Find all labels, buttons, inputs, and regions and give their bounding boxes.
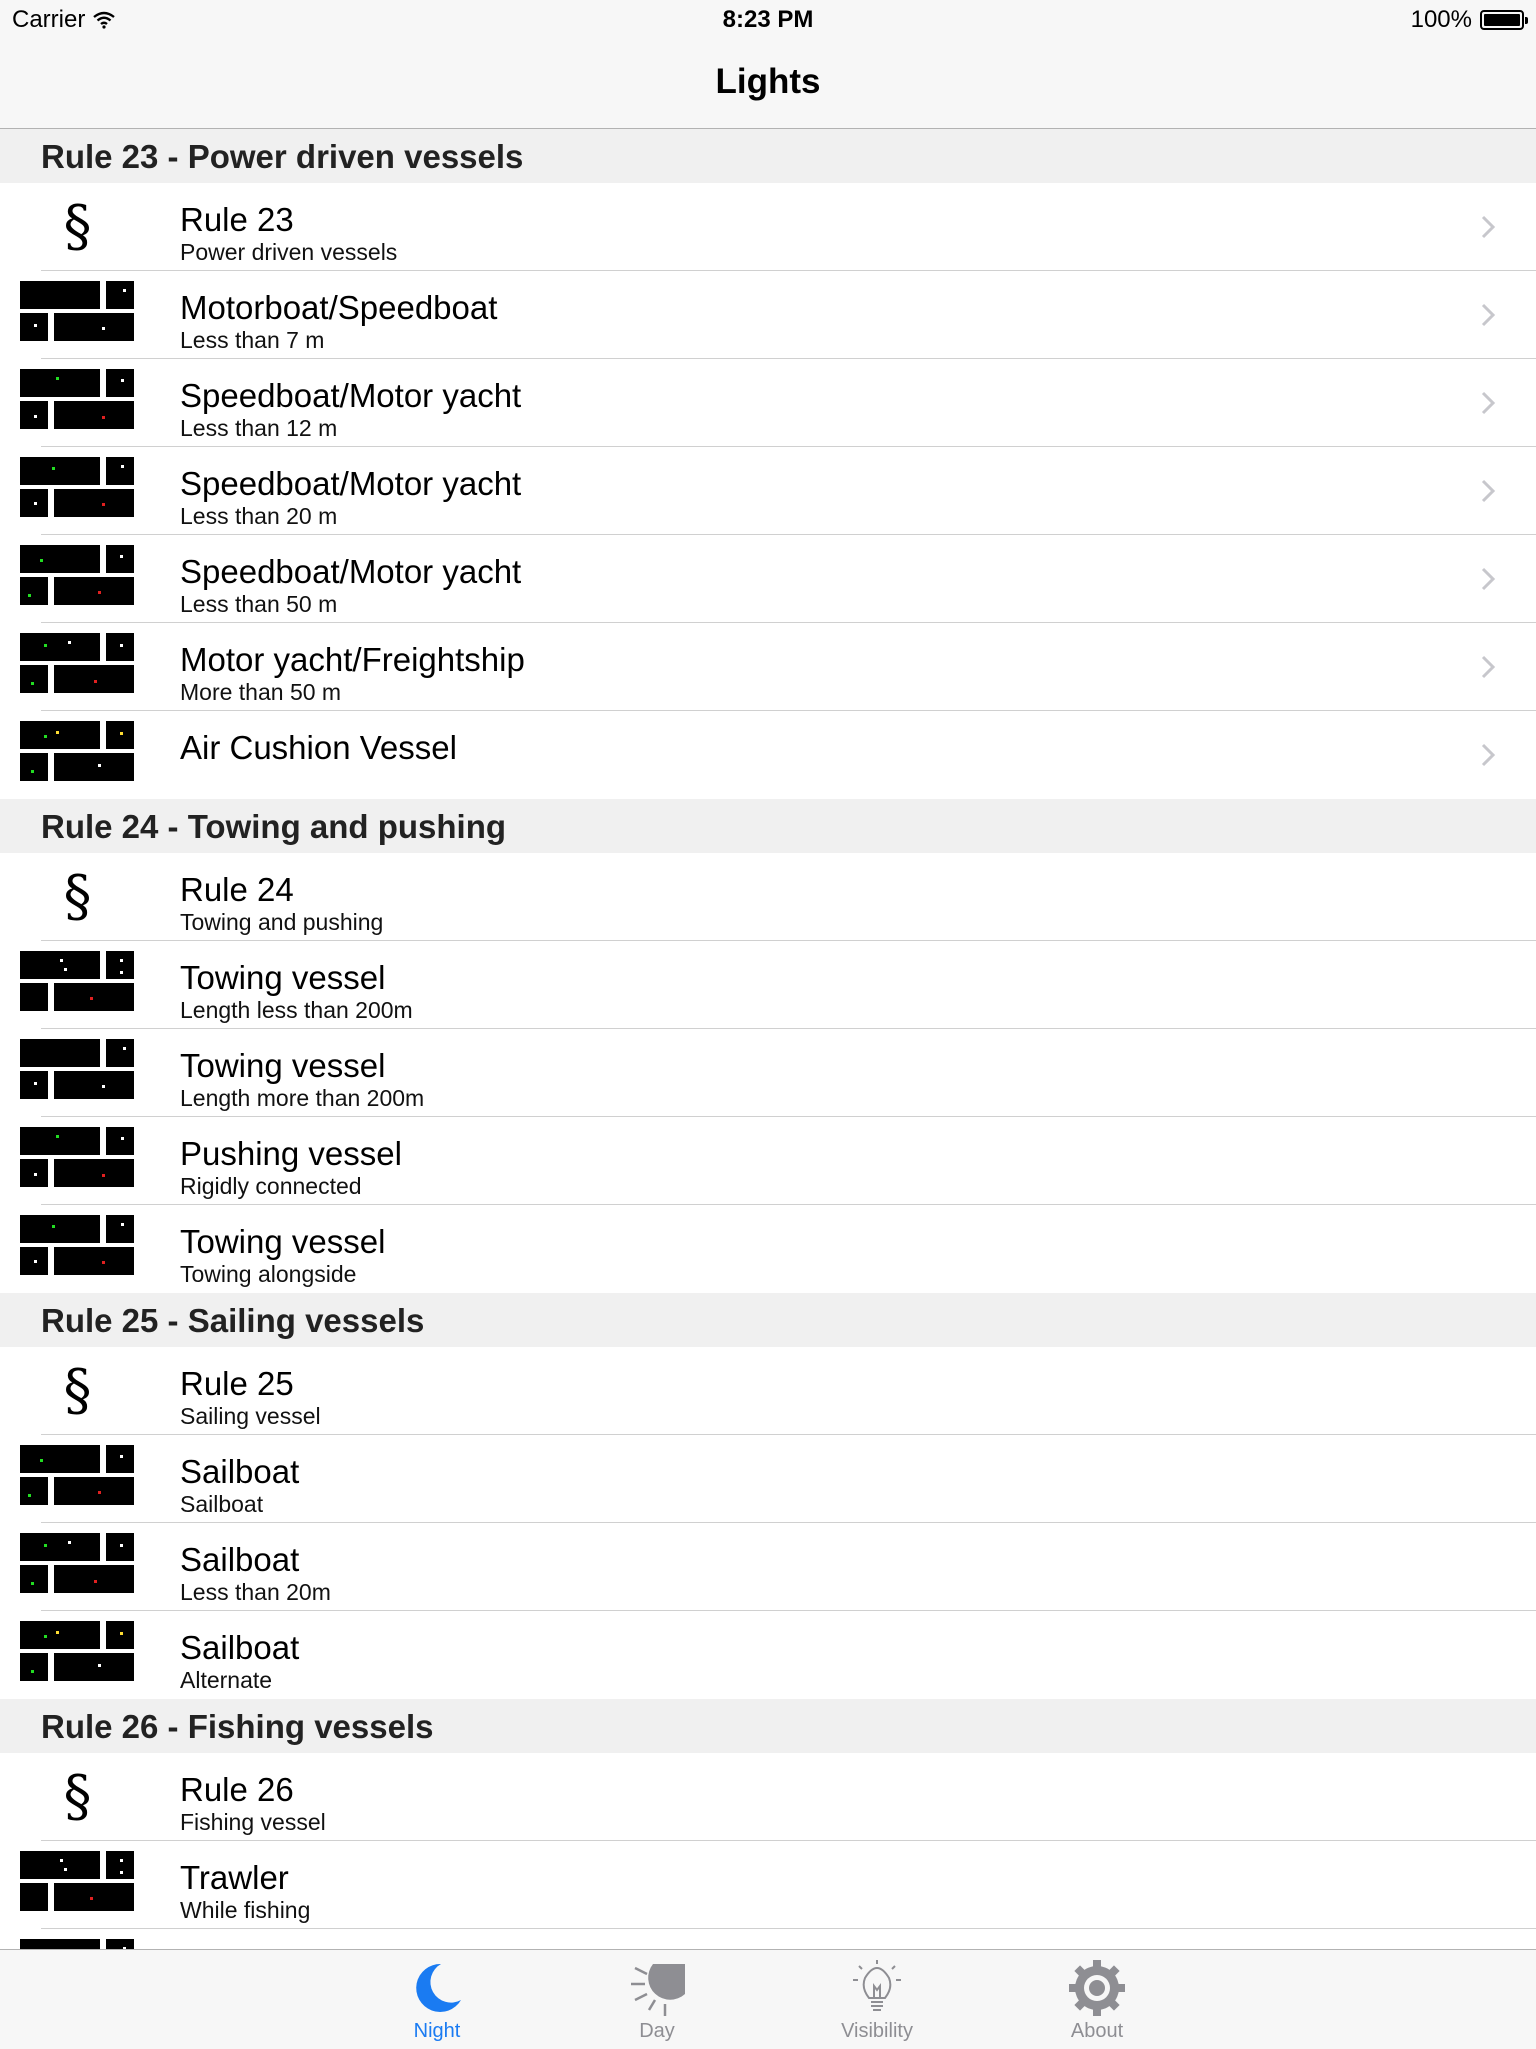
section-header: Rule 24 - Towing and pushing — [0, 799, 1536, 853]
list-item[interactable] — [0, 1029, 1536, 1117]
vessel-view-panel — [54, 1653, 134, 1681]
section-header: Rule 26 - Fishing vessels — [0, 1699, 1536, 1753]
tab-visibility[interactable] — [777, 1950, 977, 2049]
navigation-light — [56, 1631, 59, 1634]
tab-about[interactable] — [997, 1950, 1197, 2049]
battery-icon — [1480, 10, 1524, 30]
vessel-view-panel — [106, 1533, 134, 1561]
row-title: Pushing vessel — [180, 1135, 402, 1172]
navigation-light — [90, 997, 93, 1000]
moon-icon — [407, 1958, 467, 2018]
vessel-view-panel — [54, 753, 134, 781]
navigation-light — [120, 959, 123, 962]
row-subtitle: Sailboat — [180, 1491, 264, 1517]
vessel-view-panel — [20, 1653, 48, 1681]
chevron-right-icon — [1474, 301, 1502, 329]
navigation-light — [52, 1225, 55, 1228]
row-subtitle: Towing alongside — [180, 1261, 357, 1287]
tab-day-label: Day — [639, 2020, 675, 2042]
paragraph-icon: § — [63, 194, 92, 259]
paragraph-icon: § — [63, 1764, 92, 1829]
vessel-view-panel — [20, 1565, 48, 1593]
list-item[interactable] — [0, 711, 1536, 799]
vessel-view-panel — [54, 1565, 134, 1593]
row-subtitle: Towing and pushing — [180, 909, 384, 935]
vessel-view-panel — [20, 951, 100, 979]
lights-list[interactable] — [0, 129, 1536, 1949]
vessel-view-panel — [20, 633, 100, 661]
row-subtitle: Less than 12 m — [180, 415, 338, 441]
list-item[interactable] — [0, 1523, 1536, 1611]
row-subtitle: Fishing vessel — [180, 1809, 326, 1835]
navigation-light — [120, 1859, 123, 1862]
navigation-light — [98, 591, 101, 594]
vessel-view-panel — [106, 633, 134, 661]
navigation-light — [102, 327, 105, 330]
list-item[interactable] — [0, 1753, 1536, 1841]
row-title: Sailboat — [180, 1541, 300, 1578]
navigation-light — [60, 1859, 63, 1862]
vessel-lights-icon — [20, 1445, 135, 1513]
vessel-view-panel — [20, 1533, 100, 1561]
vessel-lights-icon — [20, 1127, 135, 1195]
navigation-light — [120, 555, 123, 558]
vessel-view-panel — [20, 1039, 100, 1067]
navigation-bar — [0, 40, 1536, 129]
lightbulb-icon — [847, 1958, 907, 2018]
chevron-right-icon — [1474, 653, 1502, 681]
navigation-light — [68, 641, 71, 644]
tab-bar — [0, 1949, 1536, 2049]
navigation-light — [102, 416, 105, 419]
row-subtitle: Less than 20m — [180, 1579, 331, 1605]
vessel-lights-icon — [20, 545, 135, 613]
vessel-lights-icon — [20, 281, 135, 349]
navigation-light — [120, 1632, 123, 1635]
vessel-view-panel — [54, 1159, 134, 1187]
navigation-light — [60, 959, 63, 962]
tab-night[interactable] — [337, 1950, 537, 2049]
navigation-light — [44, 1635, 47, 1638]
navigation-light — [120, 1544, 123, 1547]
vessel-lights-icon — [20, 1533, 135, 1601]
row-subtitle: Less than 7 m — [180, 327, 325, 353]
vessel-view-panel — [20, 369, 100, 397]
vessel-view-panel — [106, 1215, 134, 1243]
list-item[interactable] — [0, 1841, 1536, 1929]
sun-icon — [627, 1958, 687, 2018]
vessel-view-panel — [106, 545, 134, 573]
navigation-light — [34, 324, 37, 327]
list-item[interactable] — [0, 941, 1536, 1029]
vessel-lights-icon — [20, 1939, 135, 1949]
vessel-view-panel — [106, 281, 134, 309]
navigation-light — [102, 1085, 105, 1088]
navigation-light — [34, 415, 37, 418]
row-subtitle: Rigidly connected — [180, 1173, 362, 1199]
row-subtitle: Less than 50 m — [180, 591, 338, 617]
vessel-view-panel — [54, 1477, 134, 1505]
vessel-view-panel — [106, 369, 134, 397]
vessel-view-panel — [106, 457, 134, 485]
clock: 8:23 PM — [722, 6, 814, 33]
navigation-light — [31, 770, 34, 773]
vessel-view-panel — [20, 1883, 48, 1911]
vessel-view-panel — [106, 1127, 134, 1155]
vessel-lights-icon — [20, 1621, 135, 1689]
carrier-label: Carrier — [12, 6, 86, 33]
row-title: Motorboat/Speedboat — [180, 289, 498, 326]
vessel-view-panel — [54, 313, 134, 341]
section-header: Rule 23 - Power driven vessels — [0, 129, 1536, 183]
vessel-view-panel — [106, 1851, 134, 1879]
list-item[interactable] — [0, 623, 1536, 711]
navigation-light — [90, 1897, 93, 1900]
list-item[interactable] — [0, 1117, 1536, 1205]
navigation-light — [68, 1541, 71, 1544]
navigation-light — [34, 1082, 37, 1085]
navigation-light — [28, 1494, 31, 1497]
list-item[interactable] — [0, 1611, 1536, 1699]
vessel-view-panel — [20, 281, 100, 309]
vessel-lights-icon — [20, 1851, 135, 1919]
vessel-view-panel — [20, 1215, 100, 1243]
navigation-light — [102, 1174, 105, 1177]
vessel-lights-icon — [20, 369, 135, 437]
vessel-view-panel — [106, 1039, 134, 1067]
row-title: Towing vessel — [180, 1223, 386, 1260]
navigation-light — [34, 1173, 37, 1176]
navigation-light — [98, 1491, 101, 1494]
navigation-light — [28, 594, 31, 597]
vessel-view-panel — [54, 983, 134, 1011]
navigation-light — [123, 289, 126, 292]
row-title: Sailboat — [180, 1629, 300, 1666]
navigation-light — [123, 1047, 126, 1050]
vessel-view-panel — [54, 1247, 134, 1275]
navigation-light — [44, 644, 47, 647]
navigation-light — [98, 1664, 101, 1667]
row-subtitle: Power driven vessels — [180, 239, 398, 265]
navigation-light — [64, 1868, 67, 1871]
vessel-view-panel — [20, 665, 48, 693]
navigation-light — [120, 644, 123, 647]
paragraph-icon: § — [63, 864, 92, 929]
navigation-light — [56, 1135, 59, 1138]
gear-icon — [1067, 1958, 1127, 2018]
row-title: Speedboat/Motor yacht — [180, 553, 522, 590]
list-item[interactable] — [0, 1347, 1536, 1435]
navigation-light — [31, 682, 34, 685]
vessel-lights-icon — [20, 1039, 135, 1107]
row-title: Rule 25 — [180, 1365, 294, 1402]
vessel-lights-icon — [20, 633, 135, 701]
navigation-light — [34, 502, 37, 505]
navigation-light — [121, 465, 124, 468]
navigation-light — [102, 503, 105, 506]
vessel-view-panel — [20, 753, 48, 781]
list-item[interactable] — [0, 1435, 1536, 1523]
list-item[interactable] — [0, 1205, 1536, 1293]
vessel-view-panel — [20, 1071, 48, 1099]
vessel-view-panel — [54, 489, 134, 517]
chevron-right-icon — [1474, 741, 1502, 769]
navigation-light — [120, 971, 123, 974]
row-subtitle: Less than 20 m — [180, 503, 338, 529]
navigation-light — [44, 1544, 47, 1547]
vessel-view-panel — [20, 721, 100, 749]
tab-about-label: About — [1070, 2020, 1124, 2042]
row-title: Rule 23 — [180, 201, 294, 238]
vessel-view-panel — [20, 545, 100, 573]
list-item[interactable] — [0, 271, 1536, 359]
vessel-view-panel — [20, 1127, 100, 1155]
battery-percent: 100% — [1410, 6, 1472, 33]
vessel-lights-icon — [20, 951, 135, 1019]
paragraph-icon: § — [63, 1358, 92, 1423]
tab-day[interactable] — [557, 1950, 757, 2049]
row-title: Towing vessel — [180, 959, 386, 996]
vessel-view-panel — [54, 401, 134, 429]
chevron-right-icon — [1474, 477, 1502, 505]
navigation-light — [31, 1670, 34, 1673]
row-subtitle: Sailing vessel — [180, 1403, 321, 1429]
vessel-view-panel — [54, 577, 134, 605]
chevron-right-icon — [1474, 389, 1502, 417]
navigation-light — [121, 379, 124, 382]
vessel-view-panel — [20, 313, 48, 341]
vessel-lights-icon — [20, 457, 135, 525]
vessel-view-panel — [20, 1621, 100, 1649]
list-item[interactable] — [0, 359, 1536, 447]
vessel-view-panel — [20, 983, 48, 1011]
row-title: Air Cushion Vessel — [180, 729, 457, 766]
list-item[interactable] — [0, 853, 1536, 941]
tab-visibility-label: Visibility — [841, 2020, 913, 2042]
navigation-light — [121, 1137, 124, 1140]
row-title: Towing vessel — [180, 1047, 386, 1084]
navigation-light — [102, 1261, 105, 1264]
status-bar — [0, 0, 1536, 40]
row-title: Sailboat — [180, 1453, 300, 1490]
vessel-lights-icon — [20, 721, 135, 789]
vessel-view-panel — [106, 1939, 134, 1949]
list-item[interactable] — [0, 447, 1536, 535]
vessel-view-panel — [106, 721, 134, 749]
vessel-view-panel — [54, 1883, 134, 1911]
chevron-right-icon — [1474, 565, 1502, 593]
vessel-view-panel — [106, 951, 134, 979]
row-subtitle: While fishing — [180, 1897, 311, 1923]
navigation-light — [31, 1582, 34, 1585]
navigation-light — [120, 732, 123, 735]
navigation-light — [40, 559, 43, 562]
vessel-view-panel — [106, 1445, 134, 1473]
navigation-light — [64, 968, 67, 971]
navigation-light — [94, 680, 97, 683]
row-subtitle: Alternate — [180, 1667, 273, 1693]
section-header: Rule 25 - Sailing vessels — [0, 1293, 1536, 1347]
row-title: Speedboat/Motor yacht — [180, 377, 522, 414]
navigation-light — [120, 1455, 123, 1458]
navigation-light — [120, 1871, 123, 1874]
vessel-view-panel — [20, 1445, 100, 1473]
row-title: Rule 26 — [180, 1771, 294, 1808]
navigation-light — [44, 735, 47, 738]
row-title: Motor yacht/Freightship — [180, 641, 525, 678]
list-item[interactable] — [0, 535, 1536, 623]
vessel-view-panel — [54, 665, 134, 693]
navigation-light — [98, 764, 101, 767]
row-title: Rule 24 — [180, 871, 294, 908]
tab-night-label: Night — [413, 2020, 461, 2042]
row-subtitle: More than 50 m — [180, 679, 342, 705]
navigation-light — [34, 1260, 37, 1263]
row-title: Trawler — [180, 1859, 289, 1896]
chevron-right-icon — [1474, 213, 1502, 241]
page-title: Lights — [715, 62, 821, 101]
navigation-light — [52, 467, 55, 470]
navigation-light — [56, 377, 59, 380]
row-subtitle: Length less than 200m — [180, 997, 413, 1023]
vessel-view-panel — [20, 457, 100, 485]
navigation-light — [94, 1580, 97, 1583]
navigation-light — [40, 1459, 43, 1462]
vessel-view-panel — [20, 577, 48, 605]
vessel-view-panel — [54, 1071, 134, 1099]
list-item[interactable] — [0, 1929, 1536, 1949]
list-item[interactable] — [0, 183, 1536, 271]
navigation-light — [56, 731, 59, 734]
vessel-lights-icon — [20, 1215, 135, 1283]
vessel-view-panel — [20, 1851, 100, 1879]
battery-area — [1411, 6, 1524, 34]
row-subtitle: Length more than 200m — [180, 1085, 425, 1111]
navigation-light — [121, 1223, 124, 1226]
vessel-view-panel — [20, 1477, 48, 1505]
row-title: Speedboat/Motor yacht — [180, 465, 522, 502]
vessel-view-panel — [106, 1621, 134, 1649]
vessel-view-panel — [20, 1939, 100, 1949]
